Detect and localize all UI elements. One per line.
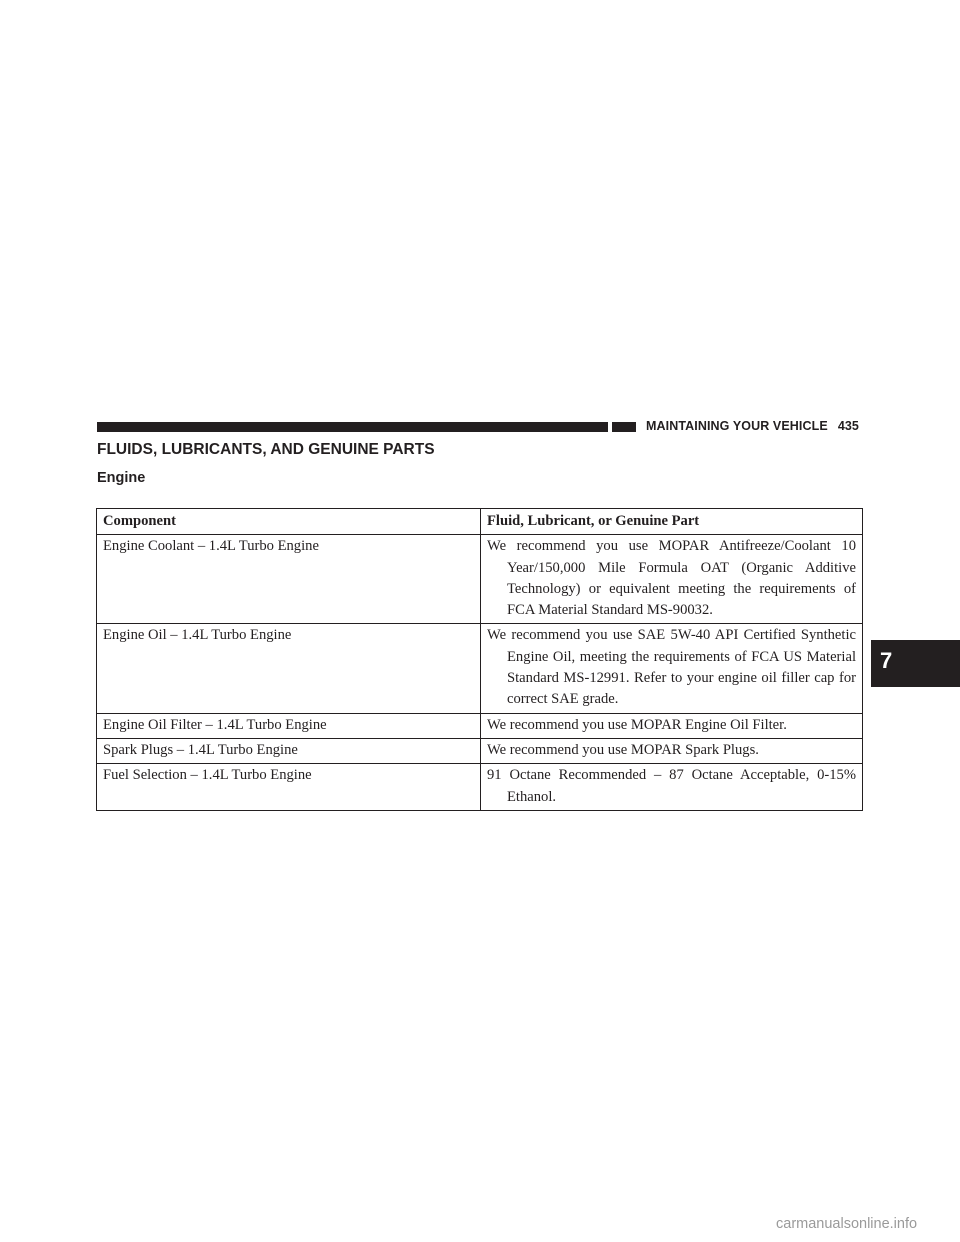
section-title: FLUIDS, LUBRICANTS, AND GENUINE PARTS — [97, 441, 435, 458]
page-number: 435 — [837, 419, 859, 433]
table-row — [97, 535, 863, 624]
table-row — [97, 713, 863, 738]
column-header-fluid: Fluid, Lubricant, or Genuine Part — [481, 509, 863, 535]
column-header-component: Component — [97, 509, 481, 535]
fluid-text: We recommend you use MOPAR Antifreeze/Coolant 10 Year/150,000 Mile Formula OAT (Organic Additive Technology) or equivalent meeting the requirements of FCA Material Standard MS-90032. — [487, 538, 856, 619]
chapter-tab — [871, 640, 960, 687]
fluid-cell — [481, 624, 863, 713]
fluid-cell — [481, 764, 863, 811]
component-cell: Engine Oil Filter – 1.4L Turbo Engine — [97, 713, 481, 738]
component-cell: Engine Coolant – 1.4L Turbo Engine — [97, 535, 481, 624]
table-row — [97, 624, 863, 713]
fluid-cell — [481, 535, 863, 624]
running-header-section: MAINTAINING YOUR VEHICLE — [646, 419, 828, 433]
running-header — [646, 419, 859, 433]
fluid-cell — [481, 713, 863, 738]
watermark-text: carmanualsonline.info — [776, 1216, 918, 1232]
header-rule-end — [612, 422, 636, 432]
chapter-number: 7 — [880, 648, 893, 673]
component-cell: Engine Oil – 1.4L Turbo Engine — [97, 624, 481, 713]
fluid-text: We recommend you use SAE 5W-40 API Certified Synthetic Engine Oil, meeting the requirements of FCA US Material Standard MS-12991. Refer to your engine oil filler cap for correct SAE grade. — [487, 627, 856, 708]
component-cell: Fuel Selection – 1.4L Turbo Engine — [97, 764, 481, 811]
fluid-text: We recommend you use MOPAR Spark Plugs. — [487, 741, 759, 758]
fluid-text: We recommend you use MOPAR Engine Oil Filter. — [487, 716, 787, 733]
component-cell: Spark Plugs – 1.4L Turbo Engine — [97, 738, 481, 763]
subsection-title: Engine — [97, 470, 146, 486]
fluid-text: 91 Octane Recommended – 87 Octane Acceptable, 0-15% Ethanol. — [487, 767, 856, 805]
table-row — [97, 738, 863, 763]
table-header-row — [97, 509, 863, 535]
table-row — [97, 764, 863, 811]
header-rule — [97, 422, 608, 432]
fluids-table — [96, 508, 863, 811]
fluid-cell — [481, 738, 863, 763]
